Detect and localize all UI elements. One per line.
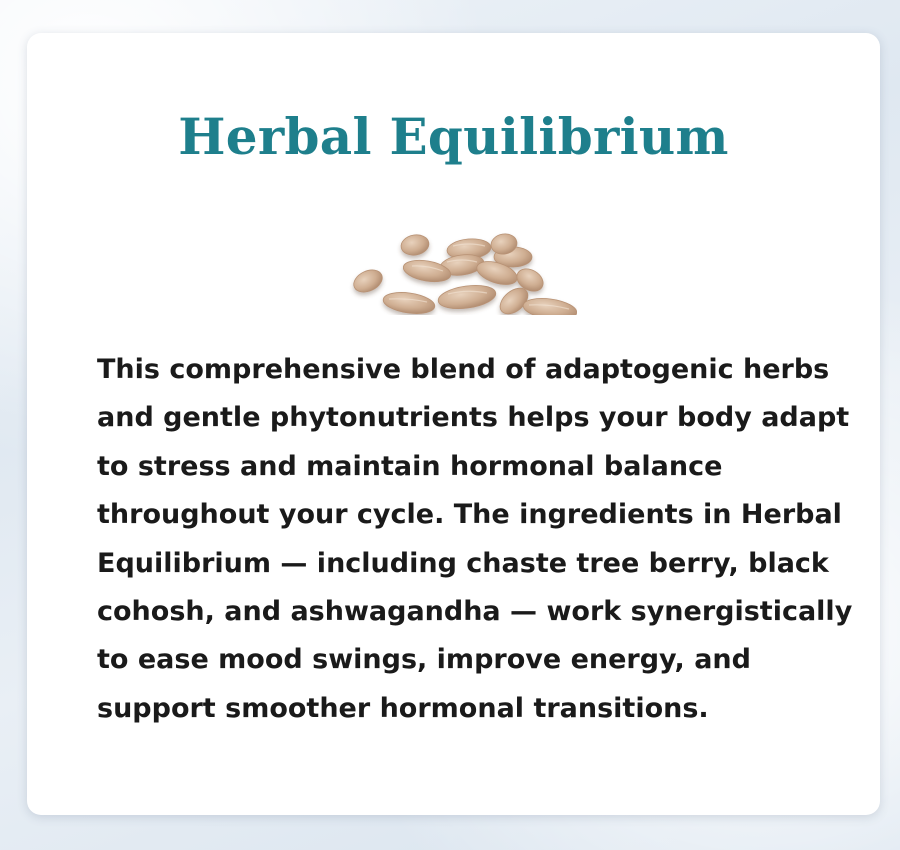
product-description: This comprehensive blend of adaptogenic herbs and gentle phytonutrients helps your body adapt to stress and maintain hormonal balance throughout your cycle. The ingredients in Herbal Equilibrium — including chaste tree berry, black cohosh, and ashwagandha — work synergistically to ease mood swings, improve energy, and support smoother hormonal transitions. <box>97 354 853 724</box>
product-title: Herbal Equilibrium <box>178 107 729 166</box>
tablets-icon <box>317 205 577 315</box>
product-card <box>27 33 880 815</box>
